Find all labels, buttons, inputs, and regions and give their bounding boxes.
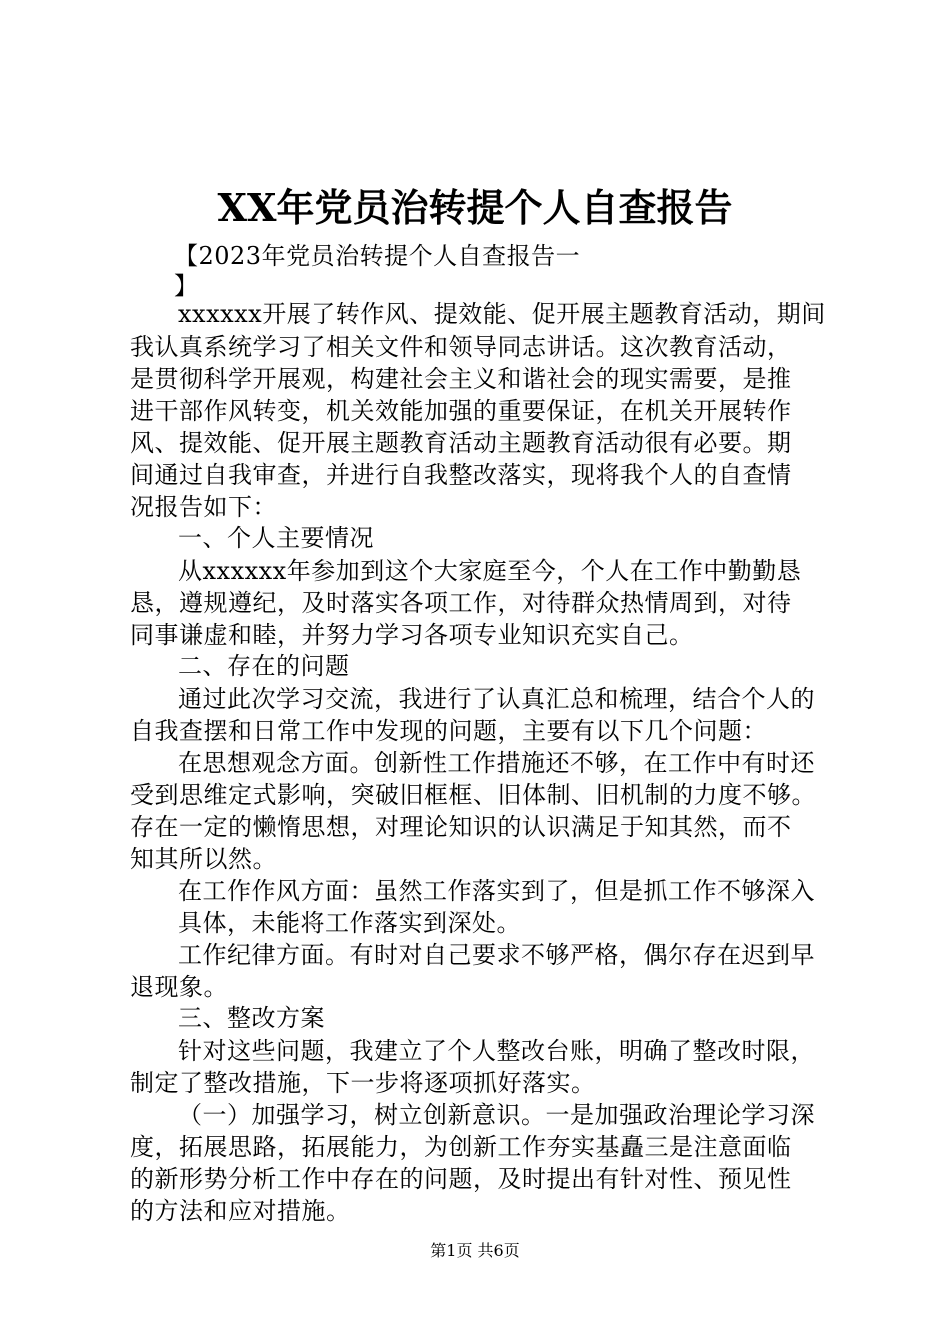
paragraph-line: 风、提效能、促开展主题教育活动主题教育活动很有必要。期: [130, 429, 792, 457]
paragraph-line: 恳，遵规遵纪，及时落实各项工作，对待群众热情周到，对待: [130, 589, 792, 617]
paragraph-line: 自我查摆和日常工作中发现的问题，主要有以下几个问题：: [130, 717, 767, 745]
paragraph-line: 同事谦虚和睦，并努力学习各项专业知识充实自己。: [130, 621, 694, 649]
paragraph-line: 间通过自我审查，并进行自我整改落实，现将我个人的自查情: [130, 461, 792, 489]
paragraph-line: （一）加强学习，树立创新意识。一是加强政治理论学习深: [178, 1101, 815, 1129]
paragraph-line: 工作纪律方面。有时对自己要求不够严格，偶尔存在迟到早: [178, 941, 815, 969]
paragraph-line: 的新形势分析工作中存在的问题，及时提出有针对性、预见性: [130, 1165, 792, 1193]
document-title: XX年党员治转提个人自查报告: [217, 185, 733, 230]
paragraph-line: 针对这些问题，我建立了个人整改台账，明确了整改时限，: [178, 1037, 815, 1065]
paragraph-line: xxxxxx开展了转作风、提效能、促开展主题教育活动，期间: [178, 300, 826, 328]
paragraph-line: 进干部作风转变，机关效能加强的重要保证，在机关开展转作: [130, 397, 792, 425]
subtitle-bracket: 】: [174, 272, 199, 300]
subtitle-line: 【2023年党员治转提个人自查报告一: [174, 242, 581, 270]
paragraph-line: 在工作作风方面：虽然工作落实到了，但是抓工作不够深入: [178, 877, 815, 905]
paragraph-line: 在思想观念方面。创新性工作措施还不够，在工作中有时还: [178, 749, 815, 777]
paragraph-line: 制定了整改措施，下一步将逐项抓好落实。: [130, 1069, 596, 1097]
section-heading: 一、个人主要情况: [178, 524, 374, 552]
page-footer: 第1页 共6页: [430, 1241, 520, 1260]
paragraph-line: 存在一定的懒惰思想，对理论知识的认识满足于知其然，而不: [130, 813, 792, 841]
paragraph-line: 从xxxxxx年参加到这个大家庭至今，个人在工作中勤勤恳: [178, 557, 802, 585]
paragraph-line: 通过此次学习交流，我进行了认真汇总和梳理，结合个人的: [178, 685, 815, 713]
paragraph-line: 是贯彻科学开展观，构建社会主义和谐社会的现实需要，是推: [130, 365, 792, 393]
paragraph-line: 我认真系统学习了相关文件和领导同志讲话。这次教育活动，: [130, 333, 792, 361]
paragraph-line: 受到思维定式影响，突破旧框框、旧体制、旧机制的力度不够。: [130, 781, 816, 809]
paragraph-line: 的方法和应对措施。: [130, 1197, 351, 1225]
paragraph-line: 知其所以然。: [130, 845, 277, 873]
section-heading: 三、整改方案: [178, 1004, 325, 1032]
section-heading: 二、存在的问题: [178, 652, 350, 680]
paragraph-line: 度，拓展思路，拓展能力，为创新工作夯实基矗三是注意面临: [130, 1133, 792, 1161]
paragraph-line: 退现象。: [130, 973, 228, 1001]
paragraph-line: 具体，未能将工作落实到深处。: [178, 909, 521, 937]
paragraph-line: 况报告如下：: [130, 493, 277, 521]
